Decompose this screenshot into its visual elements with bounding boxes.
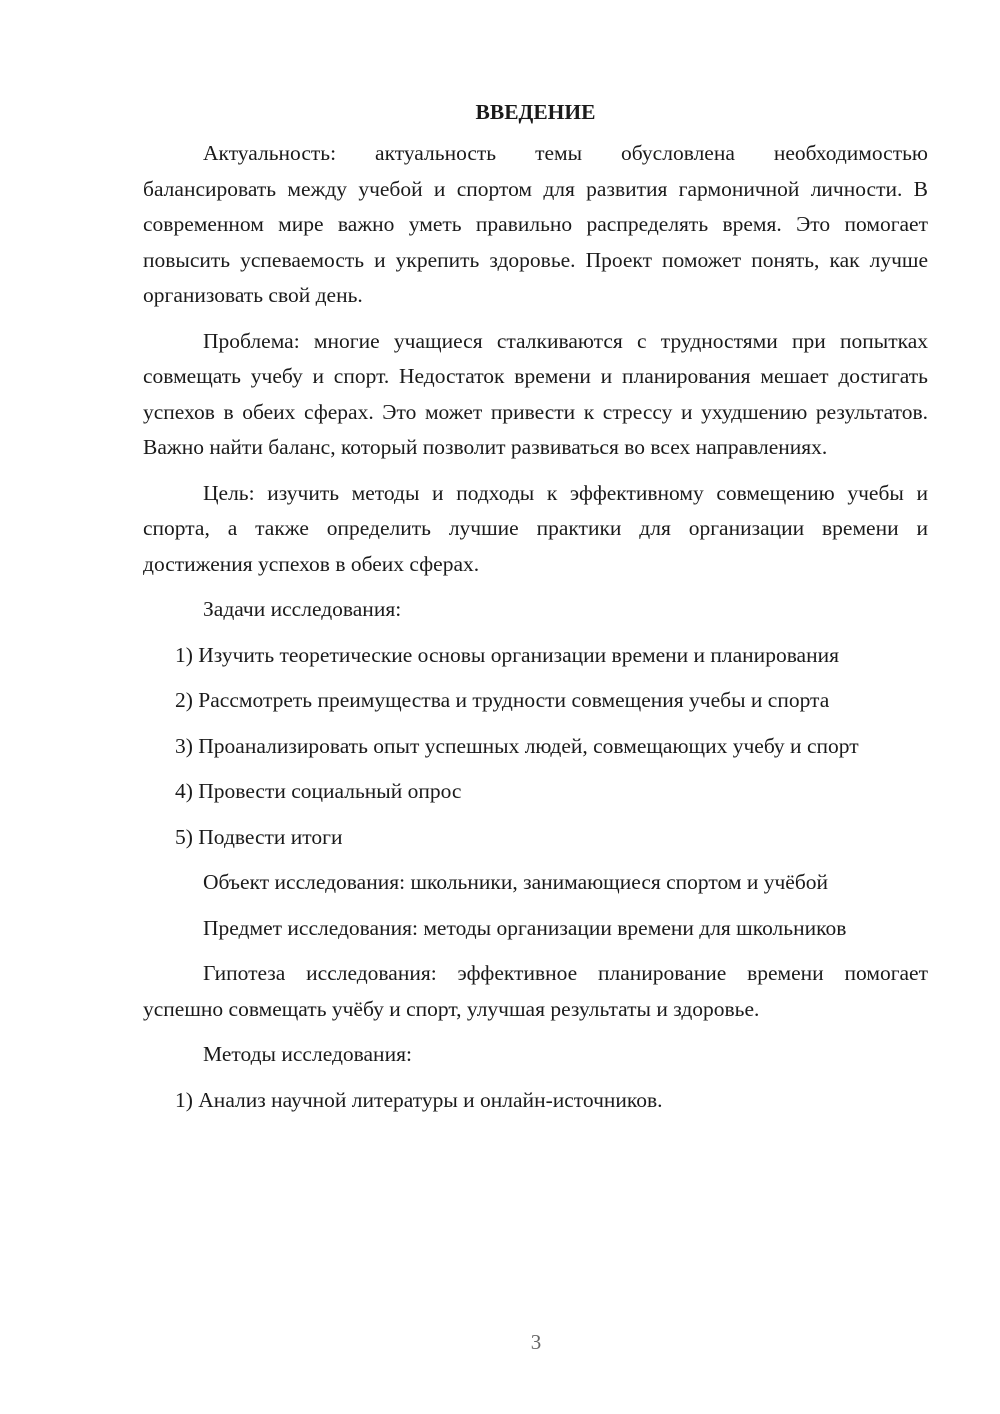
task-item-5: 5) Подвести итоги [175, 824, 343, 849]
methods-heading: Методы исследования: [203, 1042, 412, 1066]
task-item-3: 3) Проанализировать опыт успешных людей, совмещающих учебу и спорт [175, 733, 859, 758]
task-item-4: 4) Провести социальный опрос [175, 779, 462, 803]
subject-paragraph: Предмет исследования: методы организации времени для школьников [203, 915, 847, 940]
task-item-1: 1) Изучить теоретические основы организации времени и планирования [175, 642, 840, 667]
tasks-heading: Задачи исследования: [203, 597, 402, 621]
task-item-2: 2) Рассмотреть преимущества и трудности совмещения учебы и спорта [175, 688, 830, 712]
relevance-paragraph: Актуальность: актуальность темы обусловлена необходимостью балансировать между учебой и спортом для развития гармоничной личности. В современном мире важно уметь правильно распределять время. Это помогает повысить успеваемость и укрепить здоровье. Проект поможет понять, как лучше организовать свой день. [143, 141, 928, 307]
hypothesis-paragraph: Гипотеза исследования: эффективное планирование времени помогает успешно совмещать учёбу и спорт, улучшая результаты и здоровье. [143, 961, 928, 1021]
goal-paragraph: Цель: изучить методы и подходы к эффективному совмещению учебы и спорта, а также определить лучшие практики для организации времени и достижения успехов в обеих сферах. [143, 480, 928, 576]
page-content [143, 96, 928, 1128]
method-item-1: 1) Анализ научной литературы и онлайн-источников. [175, 1087, 663, 1112]
page-title: ВВЕДЕНИЕ [475, 100, 596, 124]
problem-paragraph: Проблема: многие учащиеся сталкиваются с трудностями при попытках совмещать учебу и спорт. Недостаток времени и планирования мешает достигать успехов в обеих сферах. Это может привести к стрессу и ухудшению результатов. Важно найти баланс, который позволит развиваться во всех направлениях. [143, 328, 928, 459]
page-number: 3 [530, 1330, 542, 1354]
object-paragraph: Объект исследования: школьники, занимающиеся спортом и учёбой [203, 870, 829, 894]
